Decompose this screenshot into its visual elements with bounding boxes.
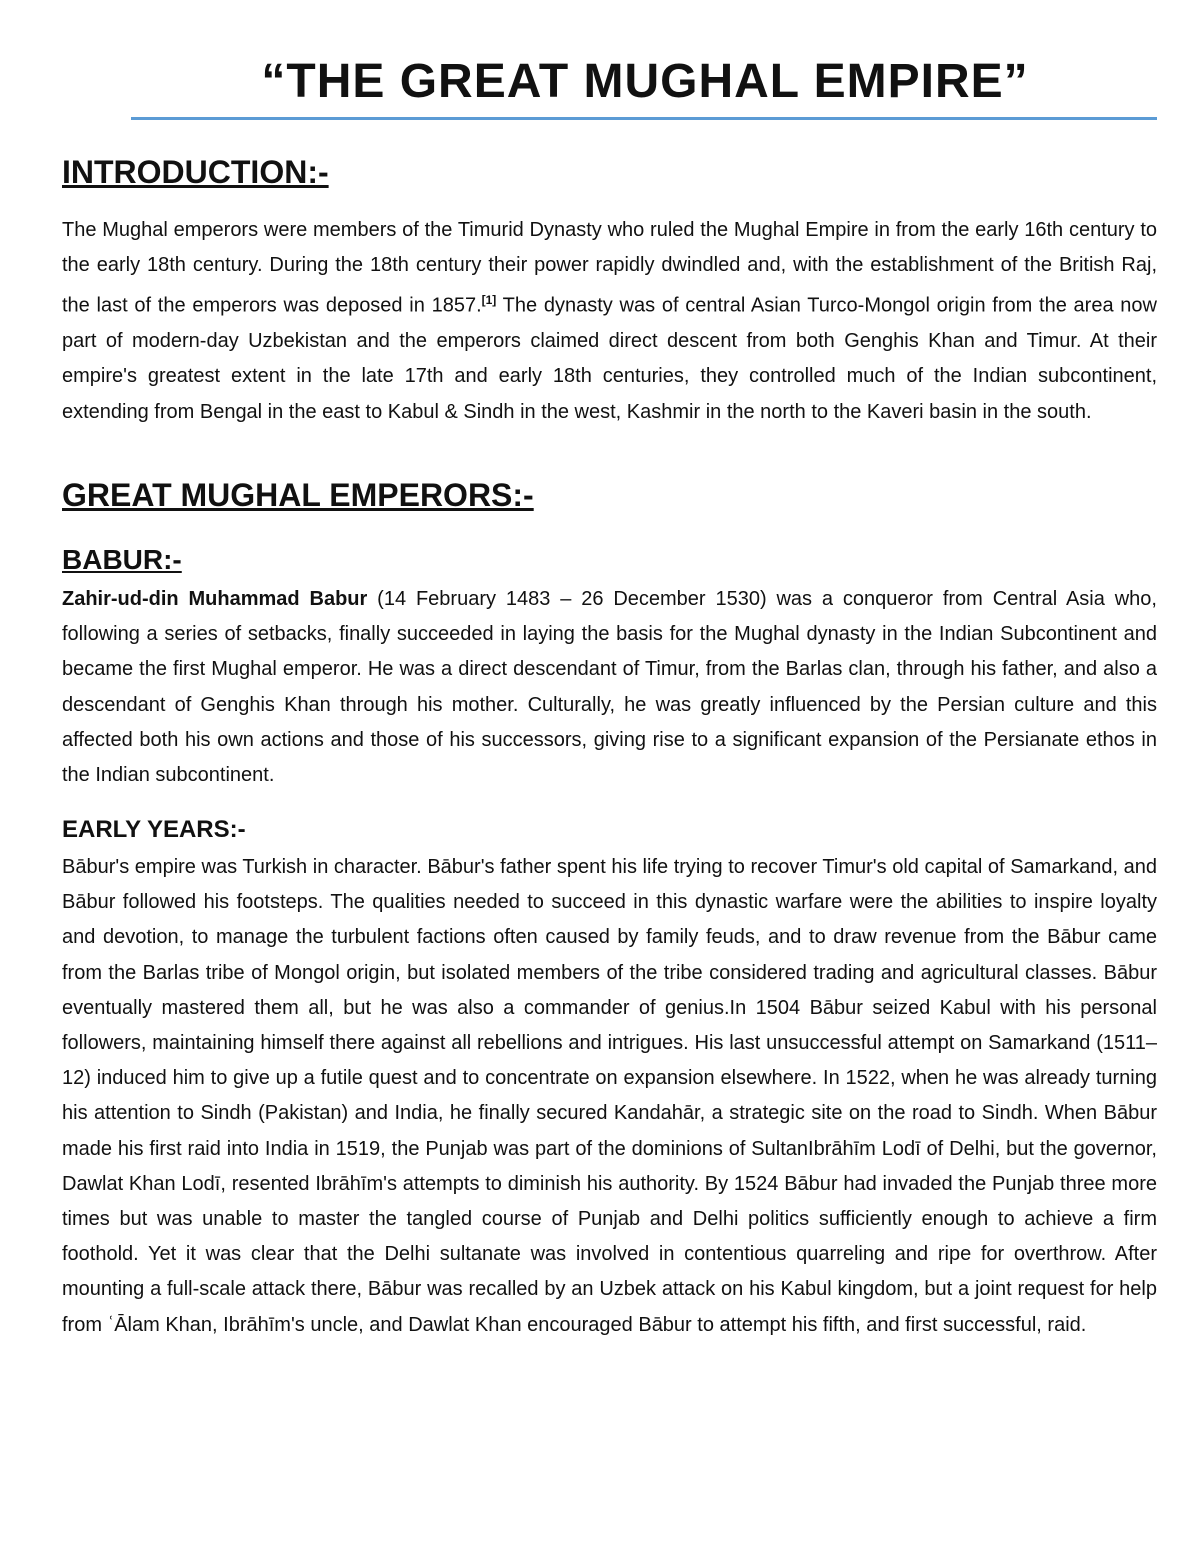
footnote-reference[interactable]: [1] xyxy=(481,293,497,308)
title-underline-rule xyxy=(131,117,1157,120)
introduction-paragraph xyxy=(62,213,1157,430)
babur-paragraph xyxy=(62,582,1157,793)
introduction-text-part2: The dynasty was of central Asian Turco-Mongol origin from the area now part of modern-day Uzbekistan and the emperors claimed direct descent from both Genghis Khan and Timur. At their empire's greatest extent in the late 17th and early 18th centuries, they controlled much of the Indian subcontinent, extending from Bengal in the east to Kabul & Sindh in the west, Kashmir in the north to the Kaveri basin in the south. xyxy=(62,295,1157,423)
babur-text: (14 February 1483 – 26 December 1530) was a conqueror from Central Asia who, following a series of setbacks, finally succeeded in laying the basis for the Mughal dynasty in the Indian Subcontinent and became the first Mughal emperor. He was a direct descendant of Timur, from the Barlas clan, through his father, and also a descendant of Genghis Khan through his mother. Culturally, he was greatly influenced by the Persian culture and this affected both his own actions and those of his successors, giving rise to a significant expansion of the Persianate ethos in the Indian subcontinent. xyxy=(62,588,1157,787)
introduction-text-part1: The Mughal emperors were members of the Timurid Dynasty who ruled the Mughal Empire in from the early 16th century to the early 18th century. During the 18th century their power rapidly dwindled and, with the establishment of the British Raj, the last of the emperors was deposed in 1857. xyxy=(62,219,1157,318)
great-mughal-emperors-heading: GREAT MUGHAL EMPERORS:- xyxy=(62,477,534,513)
babur-full-name: Zahir-ud-din Muhammad Babur xyxy=(62,588,368,610)
introduction-heading: INTRODUCTION:- xyxy=(62,154,329,190)
early-years-heading: EARLY YEARS:- xyxy=(62,816,246,843)
babur-heading: BABUR:- xyxy=(62,544,182,575)
document-title: “THE GREAT MUGHAL EMPIRE” xyxy=(261,55,1029,108)
early-years-paragraph: Bābur's empire was Turkish in character. Bābur's father spent his life trying to recover Timur's old capital of Samarkand, and Bābur followed his footsteps. The qualities needed to succeed in this dynastic warfare were the abilities to inspire loyalty and devotion, to manage the turbulent factions often caused by family feuds, and to draw revenue from the Bābur came from the Barlas tribe of Mongol origin, but isolated members of the tribe considered trading and agricultural classes. Bābur eventually mastered them all, but he was also a commander of genius.In 1504 Bābur seized Kabul with his personal followers, maintaining himself there against all rebellions and intrigues. His last unsuccessful attempt on Samarkand (1511–12) induced him to give up a futile quest and to concentrate on expansion elsewhere. In 1522, when he was already turning his attention to Sindh (Pakistan) and India, he finally secured Kandahār, a strategic site on the road to Sindh. When Bābur made his first raid into India in 1519, the Punjab was part of the dominions of SultanIbrāhīm Lodī of Delhi, but the governor, Dawlat Khan Lodī, resented Ibrāhīm's attempts to diminish his authority. By 1524 Bābur had invaded the Punjab three more times but was unable to master the tangled course of Punjab and Delhi politics sufficiently enough to achieve a firm foothold. Yet it was clear that the Delhi sultanate was involved in contentious quarreling and ripe for overthrow. After mounting a full-scale attack there, Bābur was recalled by an Uzbek attack on his Kabul kingdom, but a joint request for help from ʿĀlam Khan, Ibrāhīm's uncle, and Dawlat Khan encouraged Bābur to attempt his fifth, and first successful, raid. xyxy=(62,856,1157,1336)
